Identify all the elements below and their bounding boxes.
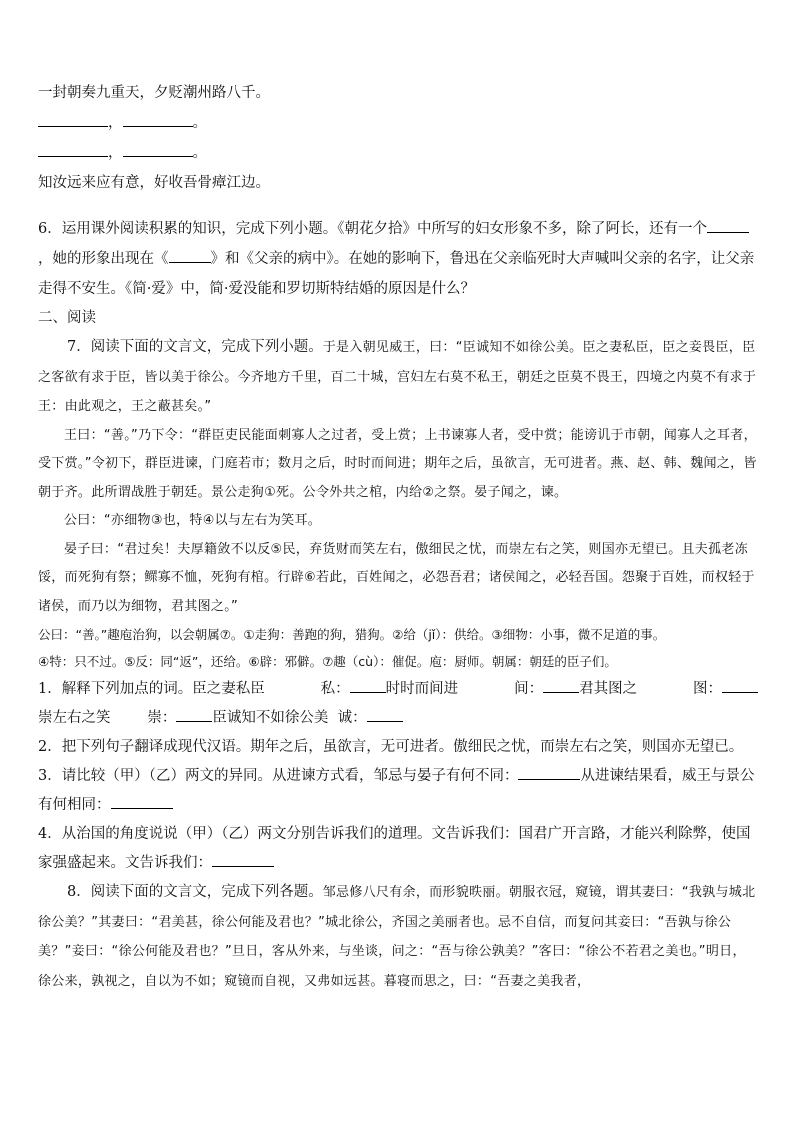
answer-blank[interactable]	[38, 112, 108, 127]
answer-blank[interactable]	[176, 707, 212, 722]
answer-blank[interactable]	[543, 678, 579, 693]
question-7-sub-1-line-2: 崇左右之笑 崇： 臣诚知不如徐公美 诚：	[38, 704, 758, 733]
question-7-sub-3: 3．请比较（甲）（乙）两文的异同。从进谏方式看，邹忌与晏子有何不同： 从进谏结果看，威王与景公有何相同：	[38, 762, 758, 820]
question-7-para-2: 王曰：“善。”乃下令：“群臣吏民能面刺寡人之过者，受上赏；上书谏寡人者，受中赏；能谤讥于市朝，闻寡人之耳者，受下赏。”令初下，群臣进谏，门庭若市；数月之后，时时而间进；期年之后，虽欲言，无可进者。燕、赵、韩、魏闻之，皆朝于齐。此所谓战胜于朝廷。景公走狗①死。公令外共之棺，内给②之祭。晏子闻之，谏。	[38, 427, 757, 500]
answer-blank[interactable]	[518, 765, 580, 780]
section-heading: 二、阅读	[38, 310, 96, 326]
answer-blank[interactable]	[111, 794, 173, 809]
poem-blank-line-2: ， 。	[38, 138, 758, 168]
question-7-sub-1: 1．解释下列加点的词。臣之妻私臣 私： 时时而间进 间： 君其图之 图：	[38, 675, 758, 704]
poem-block	[38, 78, 758, 198]
answer-blank[interactable]	[367, 707, 403, 722]
answer-blank[interactable]	[350, 678, 386, 693]
answer-blank[interactable]	[212, 852, 274, 867]
question-7-notes: 公曰：“善。”趣庖治狗，以会朝属⑦。①走狗：善跑的狗，猎狗。②给（jǐ）：供给。③细物：小事，微不足道的事。 ④特：只不过。⑤反：同“返”，还给。⑥辟：邪僻。⑦趣（cù）：催促。庖：厨师。朝属：朝廷的臣子们。	[38, 627, 666, 669]
answer-blank[interactable]	[123, 142, 193, 157]
poem-blank-line-1: ， 。	[38, 108, 758, 138]
question-6: 6．运用课外阅读积累的知识，完成下列小题。《朝花夕拾》中所写的妇女形象不多，除了阿长，还有一个，她的形象出现在《 》和《父亲的病中》。在她的影响下，鲁迅在父亲临死时大声喊叫父亲的名字，让父亲走得不安生。《简·爱》中，简·爱没能和罗切斯特结婚的原因是什么？	[38, 214, 758, 304]
answer-blank[interactable]	[707, 218, 749, 233]
question-7-para-4: 晏子曰：“君过矣！夫厚籍敛不以反⑤民，弃货财而笑左右，傲细民之忧，而崇左右之笑，则国亦无望已。且夫孤老冻馁，而死狗有祭；鳏寡不恤，死狗有棺。行辟⑥若此，百姓闻之，必怨吾君；诸侯闻之，必轻吾国。怨聚于百姓，而权轻于诸侯，而乃以为细物，君其图之。”	[38, 541, 755, 614]
question-7-sub-2: 2．把下列句子翻译成现代汉语。期年之后，虽欲言，无可进者。傲细民之忧，而崇左右之笑，则国亦无望已。	[38, 739, 744, 755]
question-7-para-3: 公曰：“亦细物③也，特④以与左右为笑耳。	[64, 513, 322, 528]
question-7-para-1: 7．阅读下面的文言文，完成下列小题。于是入朝见威王，曰：“臣诚知不如徐公美。臣之妻私臣，臣之妾畏臣，臣之客欲有求于臣，皆以美于徐公。今齐地方千里，百二十城，宫妇左右莫不私王，朝廷之臣莫不畏王，四境之内莫不有求于王：由此观之，王之蔽甚矣。”	[38, 339, 757, 414]
answer-blank[interactable]	[722, 678, 758, 693]
poem-line-4: 知汝远来应有意，好收吾骨瘴江边。	[38, 175, 270, 191]
answer-blank[interactable]	[38, 142, 108, 157]
question-7-sub-4: 4．从治国的角度说说（甲）（乙）两文分别告诉我们的道理。文告诉我们：国君广开言路，才能兴利除弊，使国家强盛起来。文告诉我们：	[38, 826, 751, 871]
answer-blank[interactable]	[123, 112, 193, 127]
question-8: 8．阅读下面的文言文，完成下列各题。邹忌修八尺有余，而形貌昳丽。朝服衣冠，窥镜，谓其妻曰：“我孰与城北徐公美？”其妻曰：“君美甚，徐公何能及君也？”城北徐公，齐国之美丽者也。忌不自信，而复问其妾曰：“吾孰与徐公美？”妾曰：“徐公何能及君也？”旦日，客从外来，与坐谈，问之：“吾与徐公孰美？”客曰：“徐公不若君之美也。”明日，徐公来，孰视之，自以为不如；窥镜而自视，又弗如远甚。暮寝而思之，曰：“吾妻之美我者，	[38, 884, 756, 989]
poem-line-1: 一封朝奏九重天，夕贬潮州路八千。	[38, 85, 270, 101]
answer-blank[interactable]	[169, 248, 211, 263]
document-page	[38, 78, 758, 996]
